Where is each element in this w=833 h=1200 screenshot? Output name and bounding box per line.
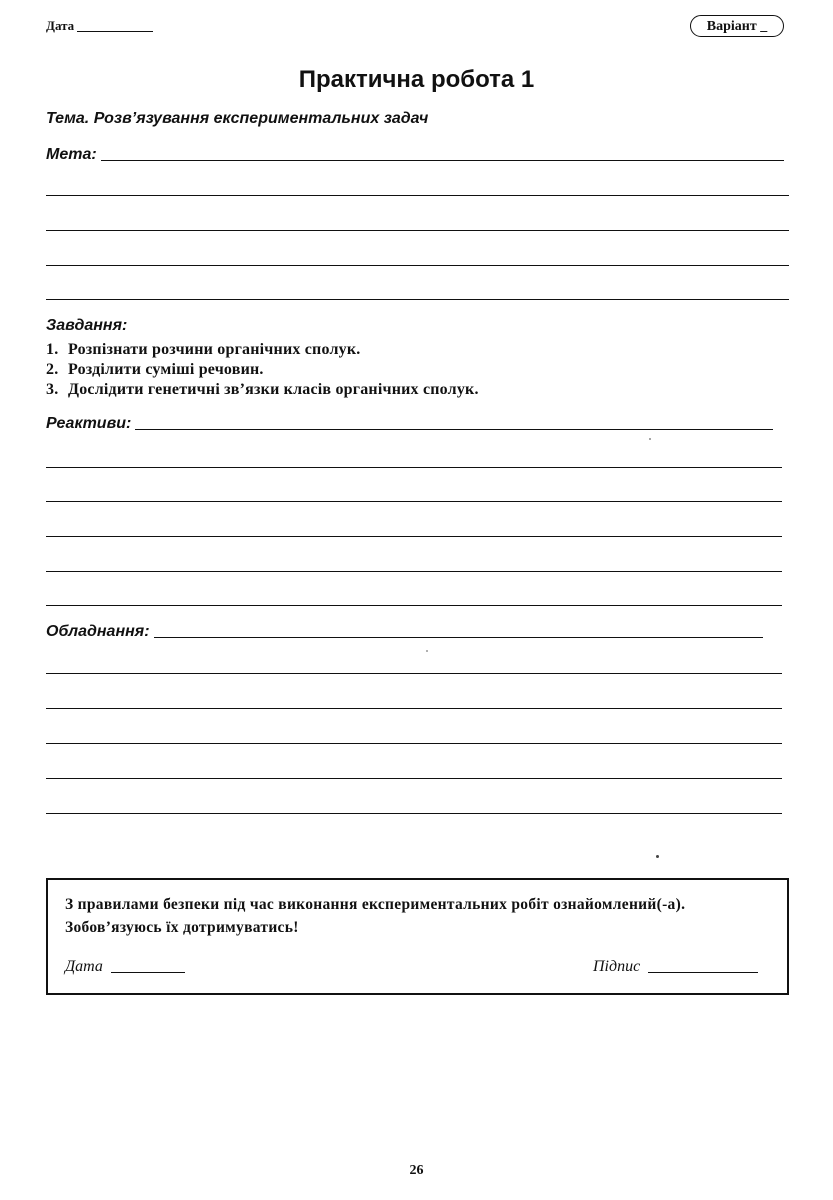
equipment-row [46,623,763,641]
goal-answer-line[interactable] [46,195,789,196]
safety-date-label: Дата [65,958,103,975]
reagents-answer-line[interactable] [46,571,782,572]
goal-answer-line[interactable] [46,230,789,231]
reagents-answer-line[interactable] [46,536,782,537]
safety-box [46,878,789,995]
header-date [46,18,153,34]
tasks-list [46,340,479,400]
task-item: 1. Розпізнати розчини органічних сполук. [46,341,361,358]
reagents-row [46,415,773,433]
reagents-answer-line[interactable] [135,429,773,430]
goal-row [46,146,784,164]
reagents-answer-line[interactable] [46,467,782,468]
equipment-answer-line[interactable] [46,813,782,814]
topic-line: Тема. Розв’язування експериментальних задач [46,110,429,127]
equipment-answer-line[interactable] [46,673,782,674]
variant-label: Варіант _ [706,19,768,34]
reagents-answer-line[interactable] [46,605,782,606]
safety-date-field [65,958,185,976]
reagents-label: Реактиви: [46,415,132,432]
equipment-answer-line[interactable] [46,708,782,709]
safety-signature-line[interactable] [648,972,758,973]
safety-signature-label: Підпис [593,958,641,975]
reagents-answer-line[interactable] [46,501,782,502]
safety-date-line[interactable] [111,972,185,973]
goal-answer-line[interactable] [101,160,784,161]
variant-box[interactable] [690,15,784,37]
goal-answer-line[interactable] [46,299,789,300]
task-item: 3. Дослідити генетичні зв’язки класів органічних сполук. [46,381,479,398]
page-number: 26 [409,1163,424,1178]
scan-speck [649,438,651,440]
scan-speck [426,650,428,652]
goal-answer-line[interactable] [46,265,789,266]
page-title: Практична робота 1 [298,66,535,93]
goal-label: Мета: [46,146,97,163]
header-date-label: Дата [46,18,75,33]
task-item: 2. Розділити суміші речовин. [46,361,264,378]
scan-speck [656,855,659,858]
equipment-answer-line[interactable] [46,778,782,779]
equipment-answer-line[interactable] [154,637,763,638]
safety-signature-field [593,958,758,976]
equipment-label: Обладнання: [46,623,150,640]
safety-text: З правилами безпеки під час виконання експериментальних робіт ознайомлений(-а). Зобов’язуюсь їх дотримуватись! [65,896,686,936]
equipment-answer-line[interactable] [46,743,782,744]
tasks-heading: Завдання: [46,317,128,334]
header-date-blank[interactable] [77,31,153,32]
